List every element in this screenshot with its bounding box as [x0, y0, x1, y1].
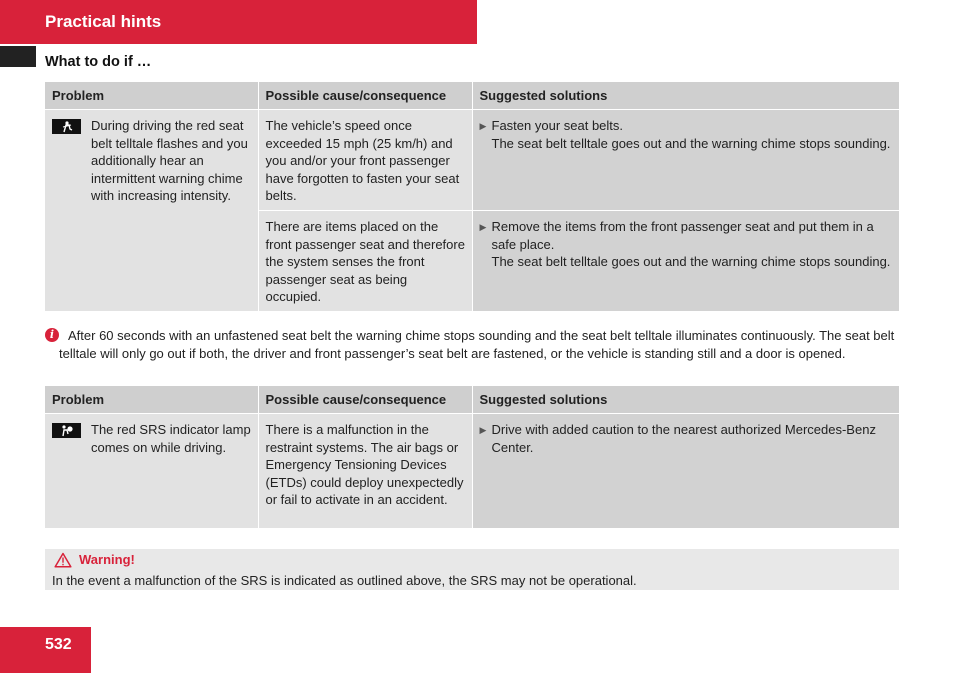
info-note: [45, 327, 901, 362]
warning-title: Warning!: [79, 552, 135, 567]
section-title: What to do if …: [45, 54, 152, 70]
problem-text: The red SRS indicator lamp comes on while driving.: [91, 422, 251, 455]
section-marker: [0, 46, 36, 67]
table-header-row: [45, 82, 899, 110]
cause-cell: There are items placed on the front passenger seat and therefore the system senses the front passenger seat as being occupied.: [258, 210, 472, 311]
warning-box: [45, 549, 899, 590]
warning-triangle-icon: [54, 552, 72, 568]
problem-cell: [45, 414, 258, 529]
problem-text: During driving the red seat belt telltale flashes and you additionally hear an intermittent warning chime with increasing intensity.: [91, 118, 248, 204]
header-cause: Possible cause/consequence: [258, 82, 472, 110]
solution-step: Fasten your seat belts.: [491, 118, 624, 133]
bullet-arrow-icon: ▶: [479, 425, 487, 435]
solution-cell: [472, 110, 899, 211]
cause-cell: The vehicle’s speed once exceeded 15 mph (25 km/h) and you and/or your front passenger have forgotten to fasten your seat belts.: [258, 110, 472, 211]
header-problem: Problem: [45, 386, 258, 414]
info-text: After 60 seconds with an unfastened seat belt the warning chime stops sounding and the seat belt telltale illuminates continuously. The seat belt telltale will only go out if both, the driver and front passenger’s seat belt are fastened, or the vehicle is standing still and a door is opened.: [59, 328, 895, 361]
info-icon: i: [45, 328, 59, 342]
solution-result: The seat belt telltale goes out and the warning chime stops sounding.: [491, 135, 891, 151]
header-cause: Possible cause/consequence: [258, 386, 472, 414]
solution-step: Remove the items from the front passenger seat and put them in a safe place.: [491, 218, 874, 252]
solution-step: Drive with added caution to the nearest authorized Mercedes-Benz Center.: [491, 422, 876, 455]
solution-result: The seat belt telltale goes out and the warning chime stops sounding.: [491, 254, 891, 270]
solution-cell: [472, 414, 899, 529]
srs-troubleshoot-table: [45, 386, 900, 529]
seatbelt-warning-icon: [52, 119, 81, 134]
problem-cell: [45, 110, 258, 312]
page-number: 532: [45, 636, 72, 653]
table-row: [45, 110, 899, 211]
warning-text: In the event a malfunction of the SRS is indicated as outlined above, the SRS may not be operational.: [52, 573, 637, 588]
solution-cell: [472, 210, 899, 311]
header-bar: [0, 0, 477, 44]
header-solution: Suggested solutions: [472, 386, 899, 414]
table-row: [45, 414, 899, 529]
header-solution: Suggested solutions: [472, 82, 899, 110]
header-title: Practical hints: [45, 12, 162, 31]
srs-airbag-indicator-icon: [52, 423, 81, 438]
seatbelt-troubleshoot-table: [45, 82, 900, 312]
cause-cell: There is a malfunction in the restraint systems. The air bags or Emergency Tensioning Devices (ETDs) could deploy unexpectedly or fail to activate in an accident.: [258, 414, 472, 529]
page-number-box: [0, 627, 91, 673]
bullet-arrow-icon: ▶: [479, 121, 487, 131]
bullet-arrow-icon: ▶: [479, 221, 487, 232]
table-header-row: [45, 386, 899, 414]
header-problem: Problem: [45, 82, 258, 110]
